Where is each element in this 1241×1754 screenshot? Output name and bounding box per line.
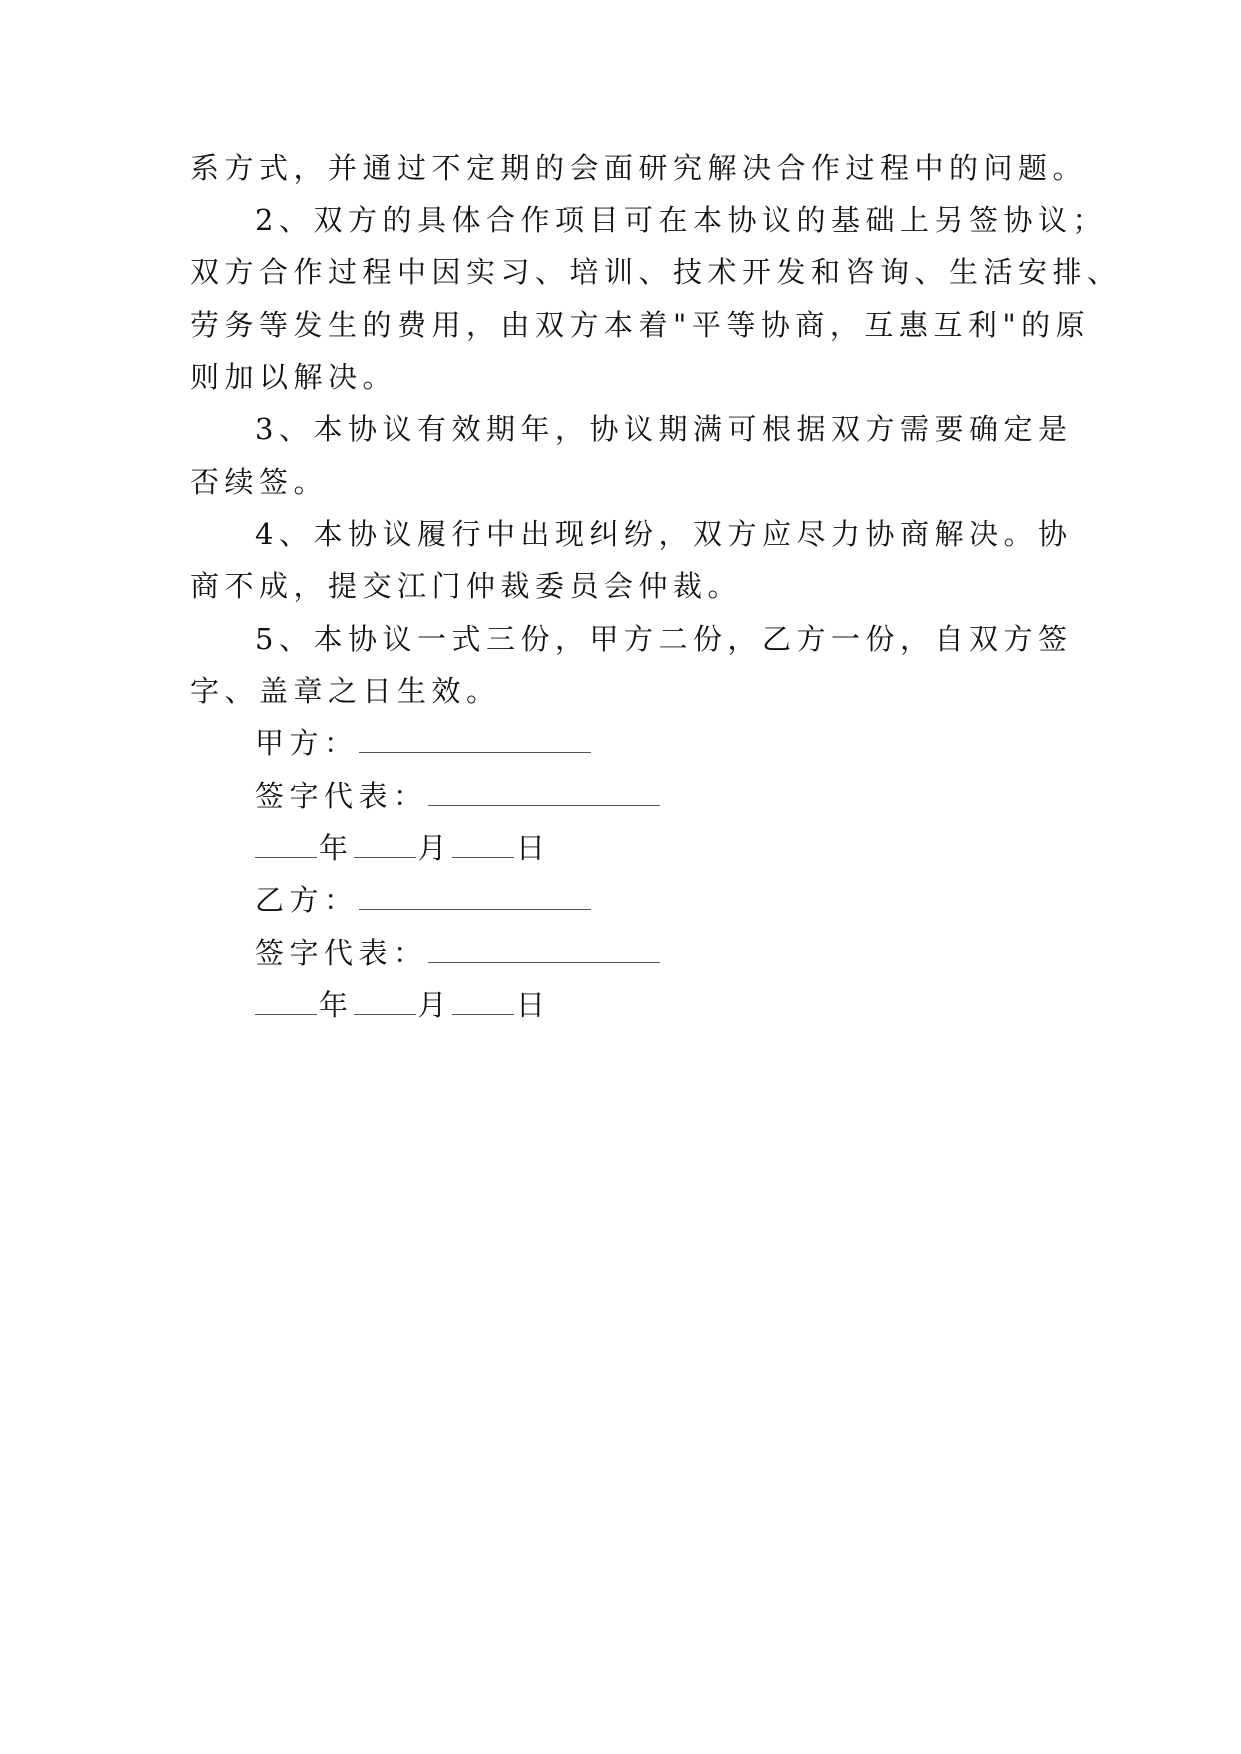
paragraph-line: 字、盖章之日生效。 [190, 674, 501, 708]
party-b-line [255, 880, 1135, 920]
paragraph-line: 双方合作过程中因实习、培训、技术开发和咨询、生活安排、 [190, 255, 1122, 289]
party-a-rep-line [255, 776, 1135, 816]
day-label: 日 [516, 988, 551, 1022]
party-b-label: 乙方： [255, 883, 359, 917]
party-b-signature-blank [359, 881, 591, 910]
paragraph-line: 系方式，并通过不定期的会面研究解决合作过程中的问题。 [190, 151, 1088, 185]
party-b-rep-line [255, 933, 1135, 973]
year-blank [255, 986, 317, 1015]
paragraph-line: 5、本协议一式三份，甲方二份，乙方一份，自双方签 [255, 622, 1073, 656]
paragraph-line: 4、本协议履行中出现纠纷，双方应尽力协商解决。协 [255, 517, 1073, 551]
party-a-date-line [255, 828, 1135, 868]
paragraph-line: 商不成，提交江门仲裁委员会仲裁。 [190, 569, 743, 603]
party-b-rep-blank [428, 934, 660, 963]
paragraph-line: 否续签。 [190, 465, 329, 499]
month-blank [354, 986, 416, 1015]
paragraph-line: 劳务等发生的费用，由双方本着"平等协商，互惠互利"的原 [190, 308, 1091, 342]
month-label: 月 [417, 988, 453, 1022]
party-a-line [255, 723, 1135, 763]
party-b-rep-label: 签字代表： [255, 936, 428, 970]
paragraph-line: 3、本协议有效期年，协议期满可根据双方需要确定是 [255, 412, 1073, 446]
paragraph-line: 则加以解决。 [190, 360, 398, 394]
party-b-date-line [255, 985, 1135, 1025]
month-label: 月 [417, 831, 453, 865]
party-a-rep-label: 签字代表： [255, 779, 428, 813]
party-a-label: 甲方： [255, 726, 359, 760]
party-a-signature-blank [359, 724, 591, 753]
year-label: 年 [319, 988, 354, 1022]
day-blank [452, 986, 514, 1015]
paragraph-line: 2、双方的具体合作项目可在本协议的基础上另签协议； [255, 203, 1107, 237]
day-label: 日 [516, 831, 551, 865]
year-label: 年 [319, 831, 354, 865]
year-blank [255, 829, 317, 858]
day-blank [452, 829, 514, 858]
party-a-rep-blank [428, 777, 660, 806]
month-blank [354, 829, 416, 858]
